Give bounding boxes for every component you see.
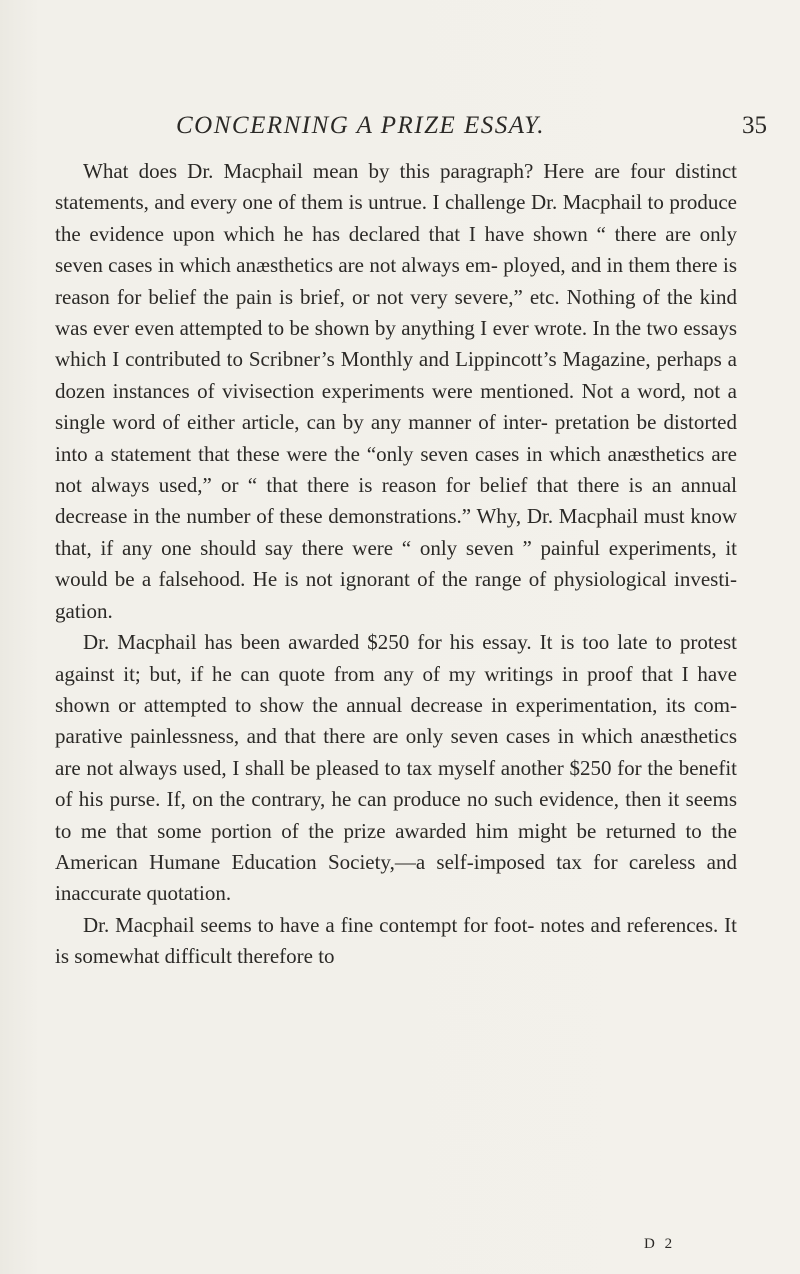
paragraph: Dr. Macphail seems to have a fine contempt for foot- notes and references. It is somewhat difficult therefore to (55, 912, 737, 969)
paragraph: Dr. Macphail has been awarded $250 for his essay. It is too late to protest against it; but, if he can quote from any of my writings in proof that I have shown or attempted to show the annual decrease in experimentation, its com- parative painlessness, and that there are only seven cases in which anæsthetics are not always used, I shall be pleased to tax myself another $250 for the benefit of his purse. If, on the contrary, he can produce no such evidence, then it seems to me that some portion of the prize awarded him might be returned to the American Humane Education Society,—a self-imposed tax for careless and inaccurate quotation. (55, 630, 737, 906)
page-header (0, 112, 800, 148)
running-title: CONCERNING A PRIZE ESSAY. (176, 112, 546, 139)
signature-mark: D 2 (644, 1236, 676, 1252)
body-text (55, 156, 737, 973)
paragraph: What does Dr. Macphail mean by this paragraph? Here are four distinct statements, and every one of them is untrue. I challenge Dr. Macphail to produce the evidence upon which he has declared that I have shown “ there are only seven cases in which anæsthetics are not always em- ployed, and in them there is reason for belief the pain is brief, or not very severe,” etc. Nothing of the kind was ever even attempted to be shown by anything I ever wrote. In the two essays which I contributed to Scribner’s Monthly and Lippincott’s Magazine, perhaps a dozen instances of vivisection experiments were mentioned. Not a word, not a single word of either article, can by any manner of inter- pretation be distorted into a statement that these were the “only seven cases in which anæsthetics are not always used,” or “ that there is reason for belief that there is an annual decrease in the number of these demonstrations.” Why, Dr. Macphail must know that, if any one should say there were “ only seven ” painful experiments, it would be a falsehood. He is not ignorant of the range of physiological investi- gation. (55, 159, 737, 623)
page-number: 35 (742, 112, 767, 139)
